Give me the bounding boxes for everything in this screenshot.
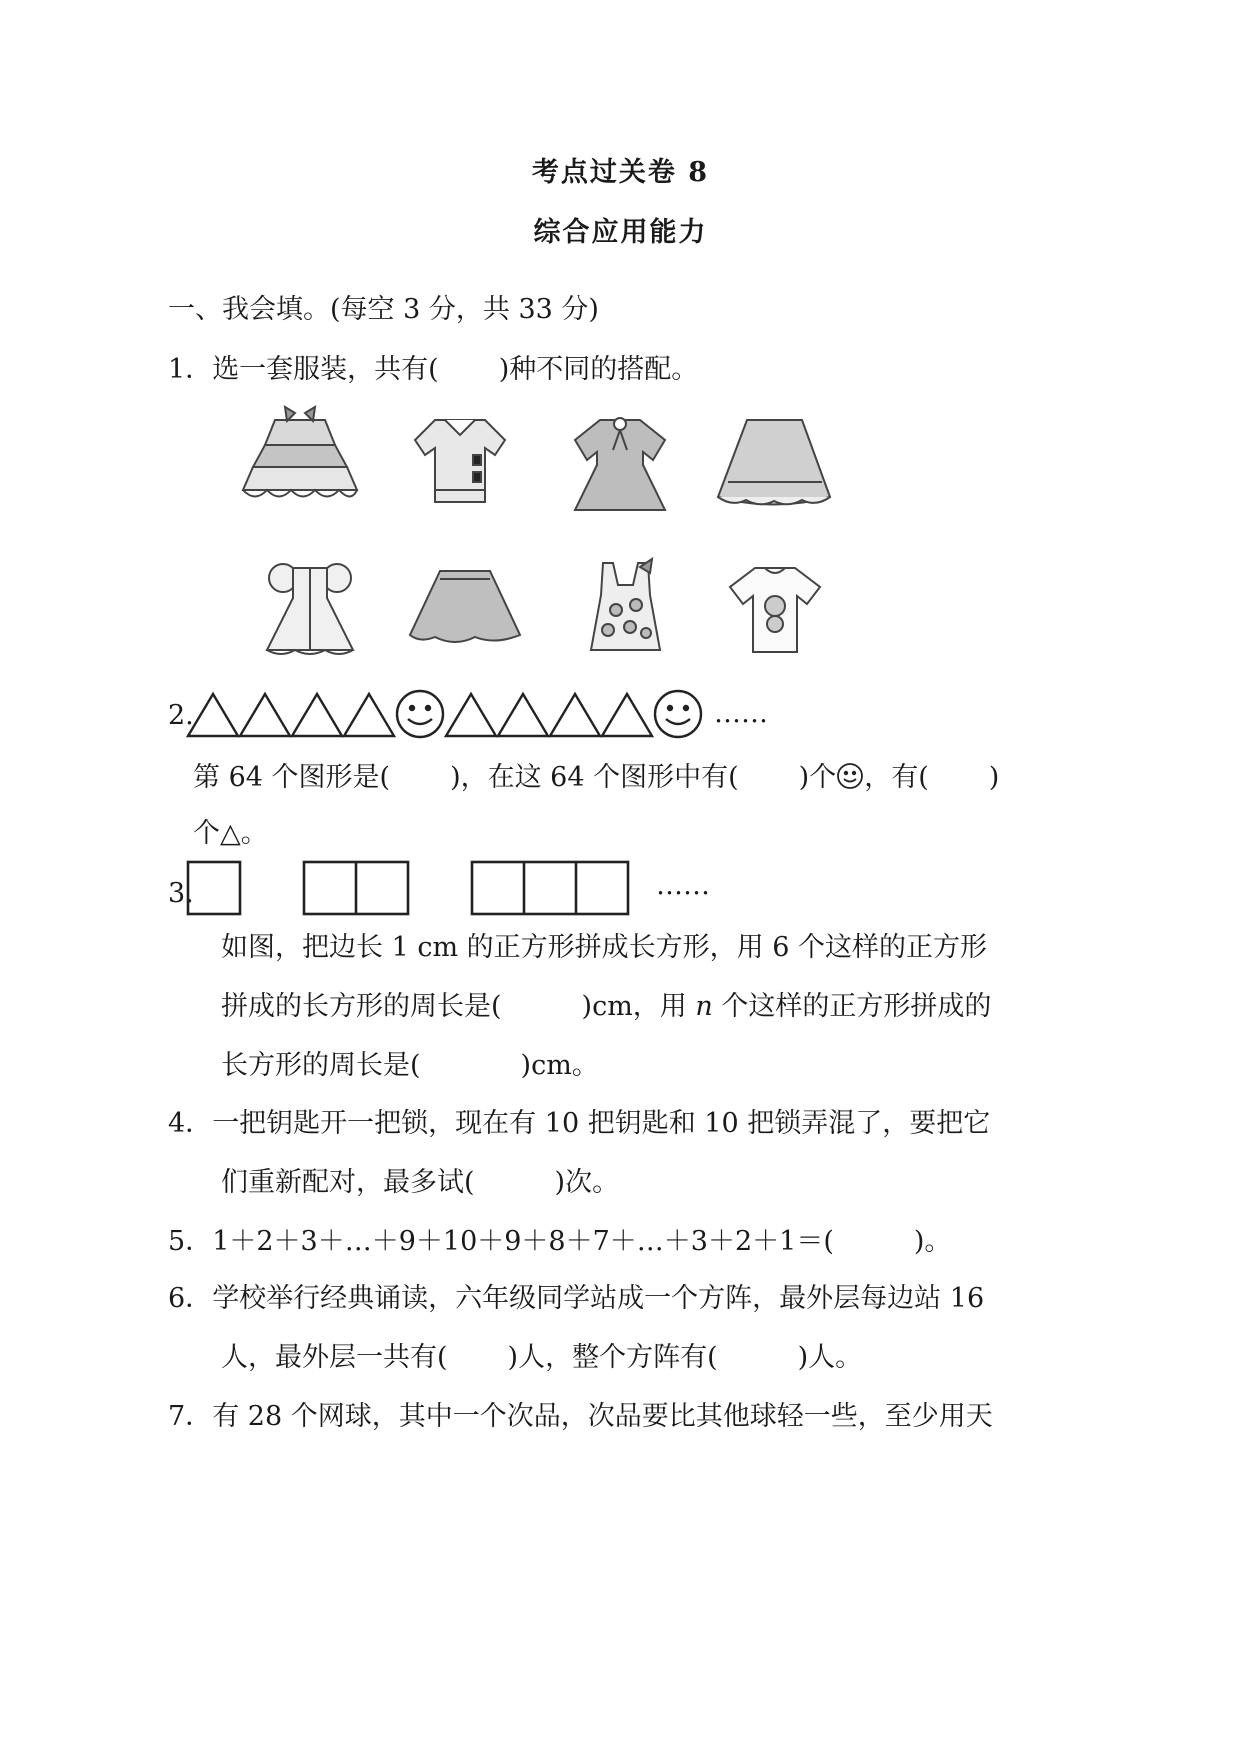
question-3-number: 3. (168, 878, 194, 909)
triangle-icon (188, 694, 238, 736)
triangle-icon (602, 694, 652, 736)
polka-dot-tank-icon (578, 555, 673, 660)
monkey-tshirt-icon (725, 562, 825, 657)
smiley-icon (836, 762, 864, 790)
smiley-icon (655, 691, 701, 737)
triangle-icon (240, 694, 290, 736)
long-skirt-icon (712, 412, 837, 512)
question-5: 5．1＋2＋3＋…＋9＋10＋9＋8＋7＋…＋3＋2＋1＝( )。 (168, 1226, 952, 1257)
question-number: 1． (168, 354, 213, 385)
question-6-line2: 人，最外层一共有( )人，整个方阵有( )人。 (221, 1342, 863, 1373)
layered-skirt-icon (235, 405, 365, 515)
question-2-line2: 个△。 (193, 818, 268, 849)
strip-ellipsis: …… (656, 870, 710, 901)
question-6-line1: 6．学校举行经典诵读，六年级同学站成一个方阵，最外层每边站 16 (168, 1283, 985, 1314)
question-4-line1: 4．一把钥匙开一把锁，现在有 10 把钥匙和 10 把锁弄混了，要把它 (168, 1108, 991, 1139)
question-2-number: 2. (168, 700, 194, 731)
triangle-icon (292, 694, 342, 736)
triangle-icon (446, 694, 496, 736)
dress-icon (565, 410, 675, 515)
page-title: 考点过关卷 8 (531, 157, 710, 188)
puff-dress-icon (255, 558, 365, 658)
one-square-strip (188, 862, 240, 914)
triangle-icon (498, 694, 548, 736)
triangle-icon (550, 694, 600, 736)
question-number: 4． (168, 1108, 213, 1139)
page-subtitle: 综合应用能力 (533, 217, 708, 248)
question-2-line1: 第 64 个图形是( )，在这 64 个图形中有( )个 ，有( ) (193, 762, 1000, 793)
question-number: 7． (168, 1401, 213, 1432)
blouse-icon (405, 410, 515, 510)
triangle-icon (344, 694, 394, 736)
question-3-line2: 拼成的长方形的周长是( )cm，用 n 个这样的正方形拼成的 (221, 991, 992, 1022)
smiley-icon (397, 691, 443, 737)
shape-sequence (186, 690, 786, 750)
section-heading: 一、我会填。(每空 3 分，共 33 分) (168, 294, 599, 325)
square-strips (186, 860, 656, 918)
three-square-strip (472, 862, 628, 914)
question-4-line2: 们重新配对，最多试( )次。 (221, 1167, 620, 1198)
variable-n: n (695, 991, 713, 1022)
flared-skirt-icon (405, 565, 525, 650)
sequence-ellipsis: …… (714, 698, 768, 729)
question-number: 5． (168, 1226, 213, 1257)
question-7-line1: 7．有 28 个网球，其中一个次品，次品要比其他球轻一些，至少用天 (168, 1401, 993, 1432)
question-3-line3: 长方形的周长是( )cm。 (221, 1050, 599, 1081)
question-1: 1．选一套服装，共有( )种不同的搭配。 (168, 354, 699, 385)
question-number: 6． (168, 1283, 213, 1314)
question-3-line1: 如图，把边长 1 cm 的正方形拼成长方形，用 6 个这样的正方形 (221, 932, 987, 963)
